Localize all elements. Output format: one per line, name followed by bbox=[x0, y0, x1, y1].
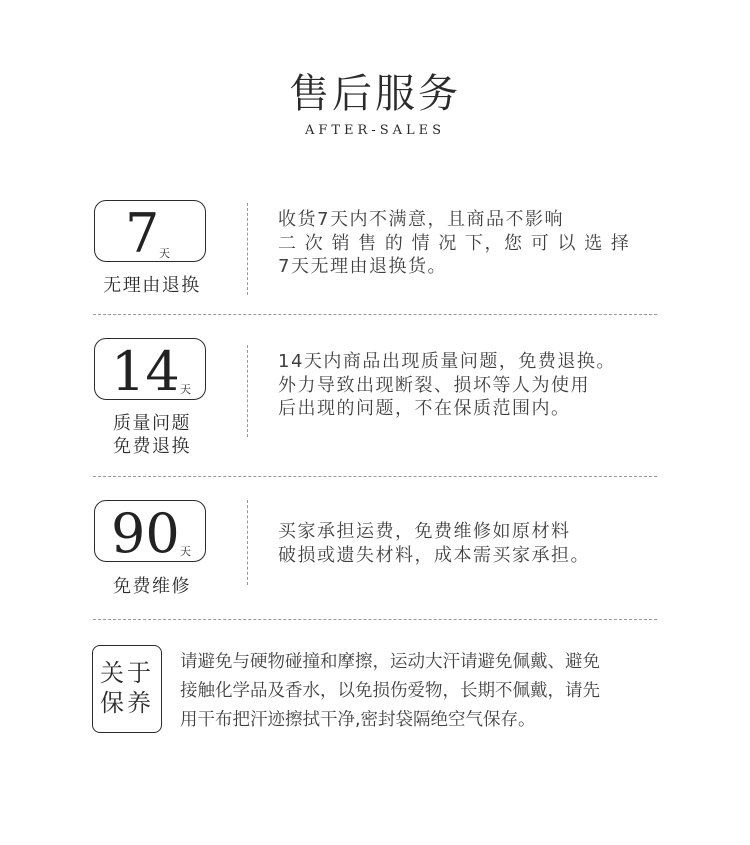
days-unit: 天 bbox=[180, 383, 191, 396]
days-unit: 天 bbox=[159, 247, 170, 260]
page-subtitle: AFTER-SALES bbox=[304, 123, 446, 138]
service-label: 无理由退换 bbox=[103, 275, 201, 296]
days-badge bbox=[94, 338, 206, 403]
horizontal-divider bbox=[93, 314, 657, 315]
service-description: 14天内商品出现质量问题，免费退换。 外力导致出现断裂、损坏等人为使用 后出现的问题，不在保质范围内。 bbox=[278, 351, 616, 419]
page-title: 售后服务 bbox=[289, 71, 461, 117]
days-badge bbox=[94, 200, 206, 265]
vertical-divider bbox=[247, 203, 248, 295]
service-label: 免费维修 bbox=[113, 576, 191, 597]
days-number: 90 bbox=[111, 502, 180, 565]
days-unit: 天 bbox=[180, 545, 191, 558]
days-badge bbox=[94, 500, 206, 565]
care-title-box: 关于 保养 bbox=[92, 645, 162, 733]
service-label: 质量问题 免费退换 bbox=[113, 413, 191, 457]
horizontal-divider bbox=[93, 619, 657, 620]
days-number: 7 bbox=[125, 202, 160, 265]
care-instructions: 请避免与硬物碰撞和摩擦，运动大汗请避免佩戴、避免 接触化学品及香水，以免损伤爱物，长期不佩戴，请先 用干布把汗迹擦拭干净,密封袋隔绝空气保存。 bbox=[180, 652, 600, 730]
service-description: 买家承担运费，免费维修如原材料 破损或遗失材料，成本需买家承担。 bbox=[278, 521, 590, 566]
service-description: 收货7天内不满意，且商品不影响 二 次 销 售 的 情 况 下，您 可 以 选 择 7天无理由退换货。 bbox=[278, 209, 631, 277]
vertical-divider bbox=[247, 345, 248, 437]
vertical-divider bbox=[247, 500, 248, 585]
horizontal-divider bbox=[93, 476, 657, 477]
days-number: 14 bbox=[111, 340, 180, 403]
